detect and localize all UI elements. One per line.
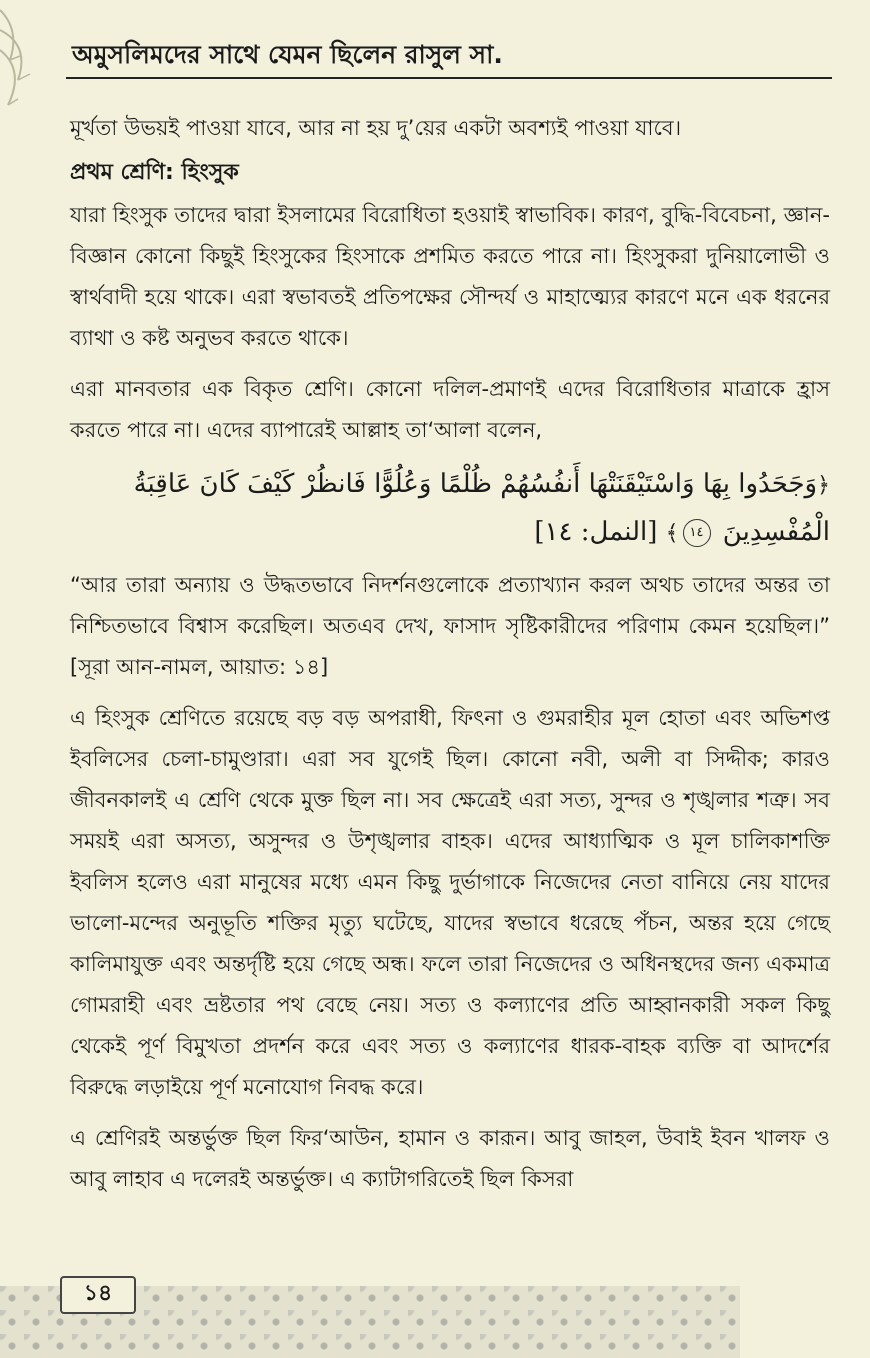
quran-verse — [70, 461, 830, 557]
page-number: ১৪ — [60, 1276, 136, 1314]
paragraph: যারা হিংসুক তাদের দ্বারা ইসলামের বিরোধিতা হওয়াই স্বাভাবিক। কারণ, বুদ্ধি-বিবেচনা, জ্ঞান-বিজ্ঞান কোনো কিছুই হিংসুকের হিংসাকে প্রশমিত করতে পারে না। হিংসুকরা দুনিয়ালোভী ও স্বার্থবাদী হয়ে থাকে। এরা স্বভাবতই প্রতিপক্ষের সৌন্দর্য ও মাহাত্ম্যের কারণে মনে এক ধরনের ব্যাথা ও কষ্ট অনুভব করতে থাকে। — [70, 203, 830, 350]
page-content — [70, 108, 830, 1210]
quran-reference: [النمل: ١٤] — [534, 517, 658, 547]
verse-translation: “আর তারা অন্যায় ও উদ্ধতভাবে নিদর্শনগুলোকে প্রত্যাখ্যান করল অথচ তাদের অন্তর তা নিশ্চিতভাবে বিশ্বাস করেছিল। অতএব দেখ, ফাসাদ সৃষ্টিকারীদের পরিণাম কেমন হয়েছিল।” [সূরা আন-নামল, আয়াত: ১৪] — [70, 573, 830, 679]
paragraph: এ হিংসুক শ্রেণিতে রয়েছে বড় বড় অপরাধী, ফিৎনা ও গুমরাহীর মূল হোতা এবং অভিশপ্ত ইবলিসের চেলা-চামুণ্ডারা। এরা সব যুগেই ছিল। কোনো নবী, অলী বা সিদ্দীক; কারও জীবনকালই এ শ্রেণি থেকে মুক্ত ছিল না। সব ক্ষেত্রেই এরা সত্য, সুন্দর ও শৃঙ্খলার শত্রু। সব সময়ই এরা অসত্য, অসুন্দর ও উশৃঙ্খলার বাহক। এদের আধ্যাত্মিক ও মূল চালিকাশক্তি ইবলিস হলেও এরা মানুষের মধ্যে এমন কিছু দুর্ভাগাকে নিজেদের নেতা বানিয়ে নেয় যাদের ভালো-মন্দের অনুভূতি শক্তির মৃত্যু ঘটেছে, যাদের স্বভাবে ধরেছে পঁচন, অন্তর হয়ে গেছে কালিমাযুক্ত এবং অন্তর্দৃষ্টি হয়ে গেছে অন্ধ। ফলে তারা নিজেদের ও অধিনস্থদের জন্য একমাত্র গোমরাহী এবং ভ্রষ্টতার পথ বেছে নেয়। সত্য ও কল্যাণের প্রতি আহ্বানকারী সকল কিছু থেকেই পূর্ণ বিমুখতা প্রদর্শন করে এবং সত্য ও কল্যাণের ধারক-বাহক ব্যক্তি বা আদর্শের বিরুদ্ধে লড়াইয়ে পূর্ণ মনোযোগ নিবদ্ধ করে। — [70, 706, 830, 1099]
intro-paragraph: মূর্খতা উভয়ই পাওয়া যাবে, আর না হয় দু’য়ের একটা অবশ্যই পাওয়া যাবে। — [70, 116, 682, 140]
paragraph: এরা মানবতার এক বিকৃত শ্রেণি। কোনো দলিল-প্রমাণই এদের বিরোধিতার মাত্রাকে হ্রাস করতে পারে না। এদের ব্যাপারেই আল্লাহ তা‘আলা বলেন, — [70, 377, 830, 442]
ornate-bracket-open-icon: ﴿ — [817, 473, 830, 498]
running-header: অমুসলিমদের সাথে যেমন ছিলেন রাসুল সা. — [72, 40, 503, 69]
quran-verse-text: وَجَحَدُوا بِهَا وَاسْتَيْقَنَتْهَا أَنفُسُهُمْ ظُلْمًا وَعُلُوًّا فَانظُرْ كَيْفَ كَانَ عَاقِبَةُ الْمُفْسِدِينَ — [133, 469, 830, 547]
leaf-ornament-icon — [0, 0, 60, 110]
section-heading: প্রথম শ্রেণি: হিংসুক — [70, 160, 239, 185]
header-divider — [66, 77, 832, 79]
ornate-bracket-close-icon: ﴾ — [665, 521, 679, 546]
paragraph: এ শ্রেণিরই অন্তর্ভুক্ত ছিল ফির‘আউন, হামান ও কারূন। আবু জাহল, উবাই ইবন খালফ ও আবু লাহাব এ দলেরই অন্তর্ভুক্ত। এ ক্যাটাগরিতেই ছিল কিসরা — [70, 1126, 830, 1191]
ayah-number-marker: ١٤ — [683, 519, 711, 547]
